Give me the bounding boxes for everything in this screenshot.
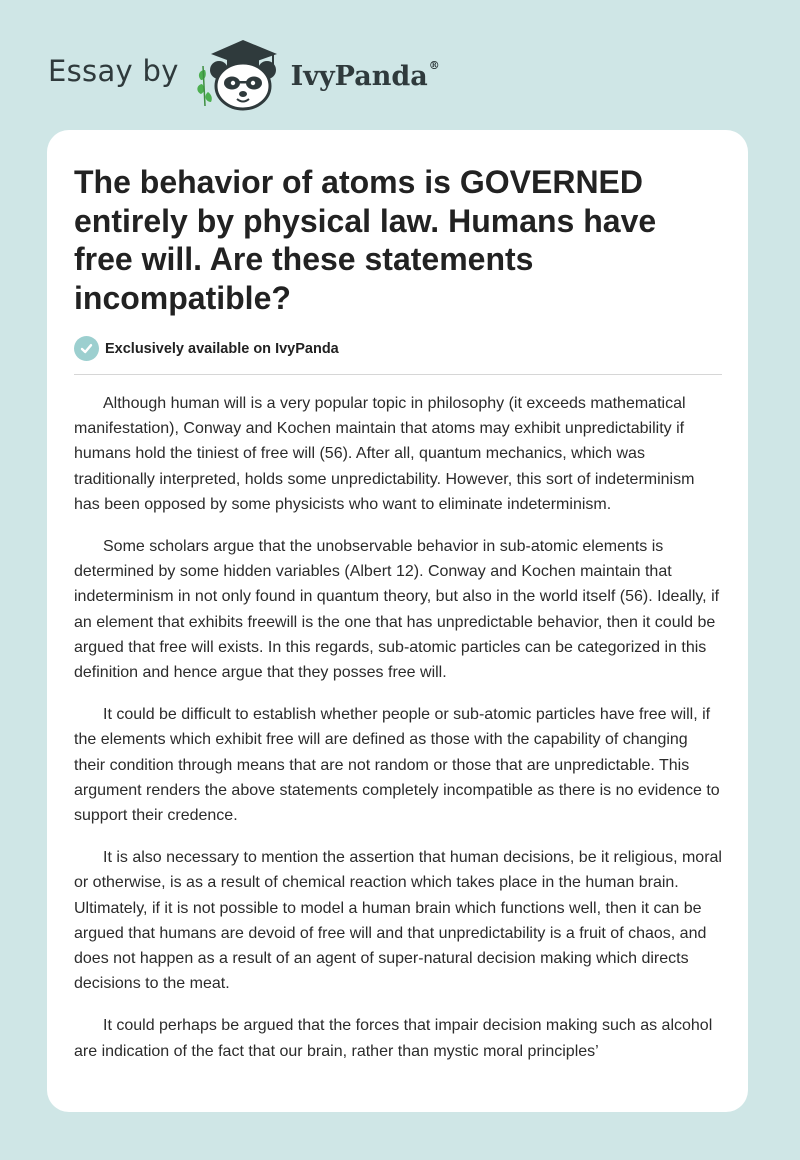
paragraph: It is also necessary to mention the assertion that human decisions, be it religious, moral or otherwise, is as a result of chemical reaction which takes place in the human brain. Ultimately, if it is not possible to model a human brain which functions well, then it can be argued that humans are devoid of free will and that unpredictability is a fruit of chaos, and does not happen as a result of an agent of super-natural decision making which directs decisions to the meat. bbox=[74, 849, 722, 993]
brand-name: IvyPanda® bbox=[290, 58, 440, 92]
paragraph: It could perhaps be argued that the forces that impair decision making such as alcohol are indication of the fact that our brain, rather than mystic moral principles’ bbox=[74, 1017, 713, 1060]
exclusive-label: Exclusively available on IvyPanda bbox=[105, 340, 339, 357]
paragraph: Some scholars argue that the unobservable behavior in sub-atomic elements is determined by some hidden variables (Albert 12). Conway and Kochen maintain that indeterminism in not only found in quantum theory, but also in the world itself (56). Ideally, if an element that exhibits freewill is the one that has unpredictable behavior, then it could be argued that free will exists. In this regards, sub-atomic particles can be categorized in this definition and hence argue that they posses free will. bbox=[74, 538, 720, 682]
panda-logo-icon[interactable] bbox=[193, 36, 289, 112]
paragraph: It could be difficult to establish whether people or sub-atomic particles have free will, if the elements which exhibit free will are defined as those with the capability of changing their condition through means that are not random or those that are unpredictable. This argument renders the above statements completely incompatible as there is no evidence to support their credence. bbox=[74, 706, 720, 825]
essay-body bbox=[74, 391, 722, 1064]
site-header bbox=[48, 36, 440, 112]
essay-title: The behavior of atoms is GOVERNED entirely by physical law. Humans have free will. Are these statements incompatible? bbox=[74, 164, 657, 316]
paragraph: Although human will is a very popular topic in philosophy (it exceeds mathematical manifestation), Conway and Kochen maintain that atoms may exhibit unpredictability if humans hold the tiniest of free will (56). After all, quantum mechanics, which was traditionally interpreted, holds some unpredictability. However, this sort of indeterminism has been opposed by some physicists who want to eliminate indeterminism. bbox=[74, 395, 695, 513]
trademark-symbol: ® bbox=[428, 58, 440, 72]
exclusive-badge bbox=[74, 336, 722, 375]
checkmark-icon bbox=[74, 336, 99, 361]
essay-card bbox=[47, 130, 748, 1112]
essay-by-label: Essay by bbox=[48, 54, 179, 88]
